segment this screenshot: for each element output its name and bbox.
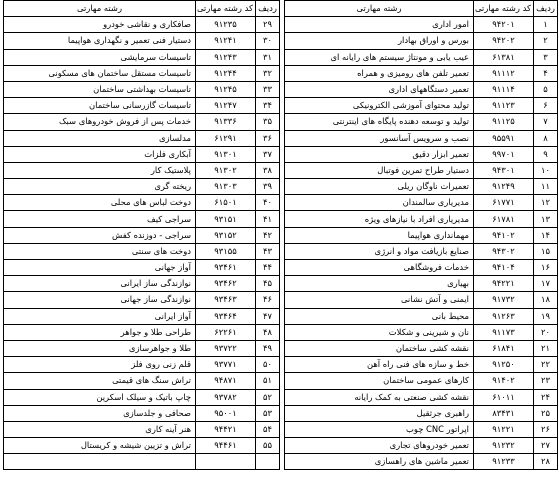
row-number-cell: ۳۸ <box>256 162 280 178</box>
skill-code-cell: ۶۱۷۸۱ <box>474 211 534 227</box>
skill-name-cell: عیب یابی و مونتاژ سیستم های رایانه ای <box>285 49 474 65</box>
row-number-cell: ۱۶ <box>534 260 558 276</box>
row-number-cell: ۲۷ <box>534 438 558 454</box>
row-number-cell: ۳۹ <box>256 179 280 195</box>
table-row <box>285 81 558 97</box>
row-number-cell: ۴۹ <box>256 340 280 356</box>
skill-name-cell: امور اداری <box>285 17 474 33</box>
skill-code-cell <box>196 454 256 470</box>
table-row <box>4 276 280 292</box>
skill-name-cell: طراحی طلا و جواهر <box>4 324 196 340</box>
table-row <box>285 421 558 437</box>
skill-name-cell: نصب و سرویس آسانسور <box>285 130 474 146</box>
skill-name-cell: خط و سازه های فنی راه آهن <box>285 357 474 373</box>
table-row <box>4 405 280 421</box>
row-number-cell: ۱۷ <box>534 276 558 292</box>
skill-name-cell: دستیار فنی تعمیر و نگهداری هواپیما <box>4 33 196 49</box>
row-number-cell: ۳۰ <box>256 33 280 49</box>
skill-code-cell: ۹۳۷۸۲ <box>196 389 256 405</box>
row-number-cell: ۲۰ <box>534 324 558 340</box>
table-row <box>285 195 558 211</box>
skill-name-cell: سراجی کیف <box>4 211 196 227</box>
skill-name-cell: ریخته گری <box>4 179 196 195</box>
skill-name-cell: دستیار طراح تمرین فوتبال <box>285 162 474 178</box>
skill-code-cell: ۹۱۳۳۶ <box>196 114 256 130</box>
skill-code-cell: ۶۱۸۴۱ <box>474 340 534 356</box>
skill-code-cell: ۹۱۱۱۴ <box>474 81 534 97</box>
skill-name-cell: نقشه کشی ساختمان <box>285 340 474 356</box>
row-number-cell: ۱۲ <box>534 195 558 211</box>
skill-name-cell: سراجی - دوزنده کفش <box>4 227 196 243</box>
skill-code-cell: ۹۱۲۴۴ <box>196 65 256 81</box>
row-number-cell: ۴۷ <box>256 308 280 324</box>
table-row <box>285 114 558 130</box>
header-skill-code: کد رشته مهارتی <box>474 1 534 17</box>
table-row <box>4 227 280 243</box>
row-number-cell: ۵۵ <box>256 438 280 454</box>
skill-code-cell: ۹۳۷۲۲ <box>196 340 256 356</box>
skill-name-cell: صافکاری و نقاشی خودرو <box>4 17 196 33</box>
table-row <box>285 49 558 65</box>
skill-name-cell: تاسیسات سرمایشی <box>4 49 196 65</box>
row-number-cell: ۳۴ <box>256 98 280 114</box>
header-row-number: ردیف <box>256 1 280 17</box>
table-row <box>285 308 558 324</box>
table-row <box>4 146 280 162</box>
skill-code-cell: ۹۴۱۰۲ <box>474 227 534 243</box>
table-header-row <box>4 1 280 17</box>
skill-code-cell: ۹۴۲۰۲ <box>474 33 534 49</box>
skill-code-cell: ۸۳۴۳۱ <box>474 405 534 421</box>
skill-code-cell: ۶۱۵۰۱ <box>196 195 256 211</box>
skill-code-cell: ۹۱۲۴۱ <box>196 33 256 49</box>
table-row <box>4 243 280 259</box>
skill-code-cell: ۹۱۲۳۲ <box>474 438 534 454</box>
table-row <box>4 308 280 324</box>
skill-code-cell: ۹۳۱۵۲ <box>196 227 256 243</box>
skill-name-cell: مهمانداری هواپیما <box>285 227 474 243</box>
skill-name-cell: تولید و توسعه دهنده پایگاه های اینترنتی <box>285 114 474 130</box>
table-row <box>285 17 558 33</box>
table-header-row <box>285 1 558 17</box>
skill-name-cell: تراش و تزیین شیشه و کریستال <box>4 438 196 454</box>
table-row <box>285 65 558 81</box>
skill-code-cell: ۶۲۲۶۱ <box>196 324 256 340</box>
skill-code-cell: ۹۴۲۰۱ <box>474 17 534 33</box>
skill-code-cell: ۹۴۴۶۱ <box>196 438 256 454</box>
skill-name-cell: تعمیر ماشین های راهسازی <box>285 454 474 470</box>
skill-code-cell: ۹۱۷۳۲ <box>474 292 534 308</box>
table-row <box>285 227 558 243</box>
skill-name-cell: تعمیر خودروهای تجاری <box>285 438 474 454</box>
table-row <box>4 357 280 373</box>
table-row <box>285 340 558 356</box>
row-number-cell: ۳۷ <box>256 146 280 162</box>
header-skill-name: رشته مهارتی <box>285 1 474 17</box>
header-skill-name: رشته مهارتی <box>4 1 196 17</box>
skill-code-cell: ۹۱۲۴۳ <box>196 49 256 65</box>
row-number-cell: ۱۰ <box>534 162 558 178</box>
row-number-cell: ۱۹ <box>534 308 558 324</box>
row-number-cell: ۲۸ <box>534 454 558 470</box>
skill-name-cell: تولید محتوای آموزشی الکترونیکی <box>285 98 474 114</box>
row-number-cell: ۴۵ <box>256 276 280 292</box>
skill-name-cell: تراش سنگ های قیمتی <box>4 373 196 389</box>
skill-name-cell: تاسیسات مستقل ساختمان های مسکونی <box>4 65 196 81</box>
skill-name-cell: هنر آینه کاری <box>4 421 196 437</box>
skill-code-cell: ۹۱۳۰۳ <box>196 179 256 195</box>
skill-name-cell: طلا و جواهرسازی <box>4 340 196 356</box>
row-number-cell: ۳۱ <box>256 49 280 65</box>
skill-code-cell: ۹۴۲۲۱ <box>474 276 534 292</box>
row-number-cell: ۴۰ <box>256 195 280 211</box>
row-number-cell: ۲۱ <box>534 340 558 356</box>
row-number-cell: ۳ <box>534 49 558 65</box>
skill-code-cell: ۹۳۴۶۳ <box>196 292 256 308</box>
skill-name-cell: صنایع بازیافت مواد و انرژی <box>285 243 474 259</box>
table-row <box>4 324 280 340</box>
skill-name-cell: پلاستیک کار <box>4 162 196 178</box>
table-row <box>4 421 280 437</box>
skill-code-cell: ۹۱۱۲۳ <box>474 98 534 114</box>
table-row <box>4 130 280 146</box>
table-row <box>4 49 280 65</box>
table-row <box>285 211 558 227</box>
skill-code-cell: ۹۱۲۶۳ <box>474 308 534 324</box>
table-row <box>285 373 558 389</box>
skill-name-cell: قلم زنی روی فلز <box>4 357 196 373</box>
table-row <box>4 179 280 195</box>
skill-name-cell: مدیریاری سالمندان <box>285 195 474 211</box>
skill-code-cell: ۹۱۱۱۲ <box>474 65 534 81</box>
table-row <box>285 438 558 454</box>
skills-table-left <box>3 0 280 470</box>
skill-name-cell: آبکاری فلزات <box>4 146 196 162</box>
skill-code-cell: ۹۵۵۹۱ <box>474 130 534 146</box>
skill-code-cell: ۹۱۲۴۵ <box>196 81 256 97</box>
skill-code-cell: ۶۱۳۸۱ <box>474 49 534 65</box>
row-number-cell: ۶ <box>534 98 558 114</box>
skill-name-cell: کارهای عمومی ساختمان <box>285 373 474 389</box>
header-skill-code: کد رشته مهارتی <box>196 1 256 17</box>
skill-code-cell: ۹۳۴۶۴ <box>196 308 256 324</box>
table-row <box>285 179 558 195</box>
table-row <box>4 211 280 227</box>
skill-code-cell: ۹۱۲۳۳ <box>474 454 534 470</box>
row-number-cell: ۱۴ <box>534 227 558 243</box>
skill-name-cell: مدیریاری افراد با نیازهای ویژه <box>285 211 474 227</box>
skill-name-cell: تعمیر دستگاههای اداری <box>285 81 474 97</box>
row-number-cell: ۵۰ <box>256 357 280 373</box>
row-number-cell: ۴ <box>534 65 558 81</box>
table-row <box>4 81 280 97</box>
skill-code-cell: ۹۳۴۶۲ <box>196 276 256 292</box>
table-row <box>285 33 558 49</box>
table-row <box>285 357 558 373</box>
skill-name-cell: راهبری جرثقیل <box>285 405 474 421</box>
skill-code-cell: ۹۳۷۷۱ <box>196 357 256 373</box>
table-row <box>285 146 558 162</box>
row-number-cell: ۴۲ <box>256 227 280 243</box>
skill-code-cell: ۹۱۲۳۵ <box>196 17 256 33</box>
row-number-cell: ۴۴ <box>256 260 280 276</box>
skill-name-cell: تاسیسات گازرسانی ساختمان <box>4 98 196 114</box>
table-row <box>4 260 280 276</box>
skill-code-cell: ۹۴۱۰۴ <box>474 260 534 276</box>
row-number-cell: ۸ <box>534 130 558 146</box>
table-row <box>4 454 280 470</box>
skills-table-right <box>284 0 558 470</box>
row-number-cell: ۲۴ <box>534 389 558 405</box>
skill-code-cell: ۹۴۳۰۲ <box>474 243 534 259</box>
row-number-cell: ۱۳ <box>534 211 558 227</box>
skill-name-cell: ایمنی و آتش نشانی <box>285 292 474 308</box>
row-number-cell: ۳۳ <box>256 81 280 97</box>
skill-code-cell: ۹۴۸۷۱ <box>196 373 256 389</box>
skill-code-cell: ۹۱۱۲۵ <box>474 114 534 130</box>
skill-name-cell: تعمیر تلفن های رومیزی و همراه <box>285 65 474 81</box>
table-row <box>4 65 280 81</box>
skill-code-cell: ۹۱۲۵۰ <box>474 357 534 373</box>
row-number-cell: ۲۹ <box>256 17 280 33</box>
table-row <box>285 243 558 259</box>
skill-code-cell: ۹۴۳۰۱ <box>474 162 534 178</box>
row-number-cell: ۴۱ <box>256 211 280 227</box>
row-number-cell: ۴۶ <box>256 292 280 308</box>
skill-code-cell: ۹۳۱۵۱ <box>196 211 256 227</box>
skill-name-cell: چاپ باتیک و سیلک اسکرین <box>4 389 196 405</box>
row-number-cell: ۵۱ <box>256 373 280 389</box>
skill-code-cell: ۹۱۱۷۳ <box>474 324 534 340</box>
skill-name-cell: دوخت لباس های محلی <box>4 195 196 211</box>
row-number-cell: ۵ <box>534 81 558 97</box>
row-number-cell: ۵۲ <box>256 389 280 405</box>
skill-name-cell: خدمات فروشگاهی <box>285 260 474 276</box>
table-row <box>4 114 280 130</box>
skill-name-cell: تعمیرات ناوگان ریلی <box>285 179 474 195</box>
row-number-cell: ۱۸ <box>534 292 558 308</box>
table-row <box>4 33 280 49</box>
skill-code-cell: ۹۱۴۰۲ <box>474 373 534 389</box>
table-row <box>285 389 558 405</box>
skill-code-cell: ۹۱۲۴۹ <box>474 179 534 195</box>
skill-name-cell: مدلسازی <box>4 130 196 146</box>
row-number-cell: ۲۶ <box>534 421 558 437</box>
table-row <box>285 260 558 276</box>
table-row <box>285 324 558 340</box>
table-row <box>4 340 280 356</box>
skill-name-cell: دوخت های سنتی <box>4 243 196 259</box>
table-row <box>285 292 558 308</box>
row-number-cell: ۲۲ <box>534 357 558 373</box>
header-row-number: ردیف <box>534 1 558 17</box>
table-row <box>285 162 558 178</box>
skill-name-cell: نقشه کشی صنعتی به کمک رایانه <box>285 389 474 405</box>
skill-code-cell: ۹۹۷۰۱ <box>474 146 534 162</box>
row-number-cell: ۲۵ <box>534 405 558 421</box>
skill-code-cell: ۹۴۴۲۱ <box>196 421 256 437</box>
table-row <box>285 276 558 292</box>
skill-name-cell: بهیاری <box>285 276 474 292</box>
skill-code-cell: ۶۱۷۷۱ <box>474 195 534 211</box>
row-number-cell: ۱ <box>534 17 558 33</box>
row-number-cell: ۴۳ <box>256 243 280 259</box>
skill-code-cell: ۹۵۰۰۱ <box>196 405 256 421</box>
table-row <box>4 373 280 389</box>
table-row <box>285 98 558 114</box>
skill-code-cell: ۶۱۲۹۱ <box>196 130 256 146</box>
row-number-cell: ۷ <box>534 114 558 130</box>
skill-name-cell: نوازندگی ساز جهانی <box>4 292 196 308</box>
skill-code-cell: ۹۱۳۰۱ <box>196 146 256 162</box>
row-number-cell: ۴۸ <box>256 324 280 340</box>
table-row <box>4 292 280 308</box>
row-number-cell: ۳۶ <box>256 130 280 146</box>
table-row <box>4 17 280 33</box>
skill-code-cell: ۹۱۳۰۲ <box>196 162 256 178</box>
skill-name-cell: تعمیر ابزار دقیق <box>285 146 474 162</box>
skill-code-cell: ۶۱۰۱۱ <box>474 389 534 405</box>
row-number-cell: ۳۲ <box>256 65 280 81</box>
skill-name-cell: نوازندگی ساز ایرانی <box>4 276 196 292</box>
skill-code-cell: ۹۳۱۵۵ <box>196 243 256 259</box>
table-row <box>4 438 280 454</box>
skill-code-cell: ۹۱۲۲۱ <box>474 421 534 437</box>
skill-name-cell <box>4 454 196 470</box>
skill-name-cell: اپراتور CNC چوب <box>285 421 474 437</box>
row-number-cell: ۳۵ <box>256 114 280 130</box>
skill-name-cell: آواز جهانی <box>4 260 196 276</box>
row-number-cell <box>256 454 280 470</box>
skill-name-cell: صحافی و جلدسازی <box>4 405 196 421</box>
skill-name-cell: محیط بانی <box>285 308 474 324</box>
row-number-cell: ۱۱ <box>534 179 558 195</box>
row-number-cell: ۱۵ <box>534 243 558 259</box>
row-number-cell: ۵۴ <box>256 421 280 437</box>
table-row <box>4 389 280 405</box>
table-row <box>285 130 558 146</box>
table-row <box>4 195 280 211</box>
row-number-cell: ۹ <box>534 146 558 162</box>
skill-name-cell: آواز ایرانی <box>4 308 196 324</box>
row-number-cell: ۲ <box>534 33 558 49</box>
row-number-cell: ۲۳ <box>534 373 558 389</box>
skill-name-cell: تاسیسات بهداشتی ساختمان <box>4 81 196 97</box>
table-row <box>4 162 280 178</box>
skill-code-cell: ۹۱۲۴۷ <box>196 98 256 114</box>
skill-code-cell: ۹۳۴۶۱ <box>196 260 256 276</box>
skill-name-cell: نان و شیرینی و شکلات <box>285 324 474 340</box>
skill-name-cell: بورس و اوراق بهادار <box>285 33 474 49</box>
table-row <box>4 98 280 114</box>
skill-name-cell: خدمات پس از فروش خودروهای سبک <box>4 114 196 130</box>
table-row <box>285 405 558 421</box>
row-number-cell: ۵۳ <box>256 405 280 421</box>
table-row <box>285 454 558 470</box>
